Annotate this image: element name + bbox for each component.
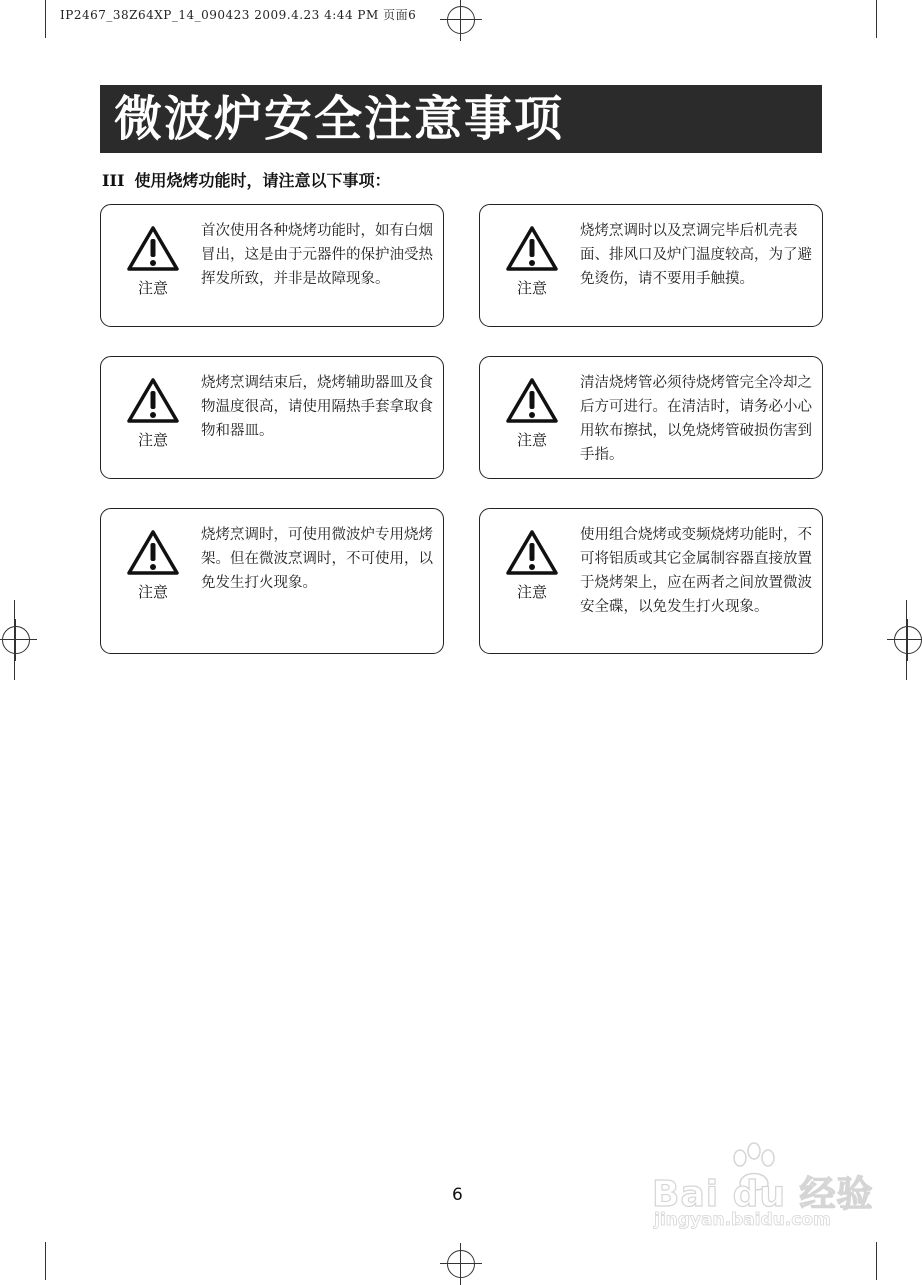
caution-label: 注意 [516,583,547,601]
caution-text: 烧烤烹调时以及烹调完毕后机壳表面、排风口及炉门温度较高，为了避免烫伤，请不要用手触摸。 [580,223,812,287]
warning-triangle-icon [127,225,179,271]
caution-text: 烧烤烹调时，可使用微波炉专用烧烤架。但在微波烹调时，不可使用，以免发生打火现象。 [201,527,433,591]
baidu-jingyan-watermark [652,1140,877,1240]
caution-block [125,529,181,602]
caution-card [479,356,823,479]
print-header: IP2467_38Z64XP_14_090423 2009.4.23 4:44 PM 页面6 [60,8,417,22]
warning-triangle-icon [127,529,179,575]
caution-label: 注意 [516,431,547,449]
caution-block [125,225,181,298]
registration-mark-right-icon [894,626,922,654]
caution-card [100,204,444,327]
caution-block [504,225,560,298]
section-number: III [102,171,125,190]
warning-triangle-icon [506,529,558,575]
caution-card [100,508,444,654]
caution-text: 使用组合烧烤或变频烧烤功能时，不可将铝质或其它金属制容器直接放置于烧烤架上，应在两者之间放置微波安全碟，以免发生打火现象。 [580,527,812,615]
registration-mark-bottom-icon [447,1250,475,1278]
registration-mark-top-icon [447,6,475,34]
title-bar [100,85,822,153]
caution-label: 注意 [516,279,547,297]
crop-mark-top-left [45,0,46,38]
page-number: 6 [452,1185,463,1205]
warning-triangle-icon [506,377,558,423]
section-heading-text: 使用烧烤功能时，请注意以下事项： [134,171,391,190]
caution-card [479,204,823,327]
caution-text: 首次使用各种烧烤功能时，如有白烟冒出，这是由于元器件的保护油受热挥发所致，并非是故障现象。 [201,223,433,287]
caution-card [100,356,444,479]
section-heading [102,168,390,191]
crop-mark-bottom-left [45,1242,46,1280]
registration-mark-left-icon [2,626,30,654]
caution-block [504,377,560,450]
caution-label: 注意 [137,431,168,449]
warning-triangle-icon [506,225,558,271]
caution-label: 注意 [137,583,168,601]
caution-card [479,508,823,654]
crop-mark-left-vertical [14,600,15,680]
warning-triangle-icon [127,377,179,423]
caution-text: 清洁烧烤管必须待烧烤管完全冷却之后方可进行。在清洁时，请务必小心用软布擦拭，以免烧烤管破损伤害到手指。 [580,375,812,463]
watermark-url: jingyan.baidu.com [654,1210,831,1230]
watermark-brand: Bai du 经验 [652,1174,874,1215]
crop-mark-top-right [876,0,877,38]
caution-block [125,377,181,450]
page-title: 微波炉安全注意事项 [114,91,565,147]
caution-label: 注意 [137,279,168,297]
crop-mark-right-vertical [906,600,907,680]
caution-text: 烧烤烹调结束后，烧烤辅助器皿及食物温度很高，请使用隔热手套拿取食物和器皿。 [201,375,433,439]
crop-mark-bottom-right [876,1242,877,1280]
caution-block [504,529,560,602]
